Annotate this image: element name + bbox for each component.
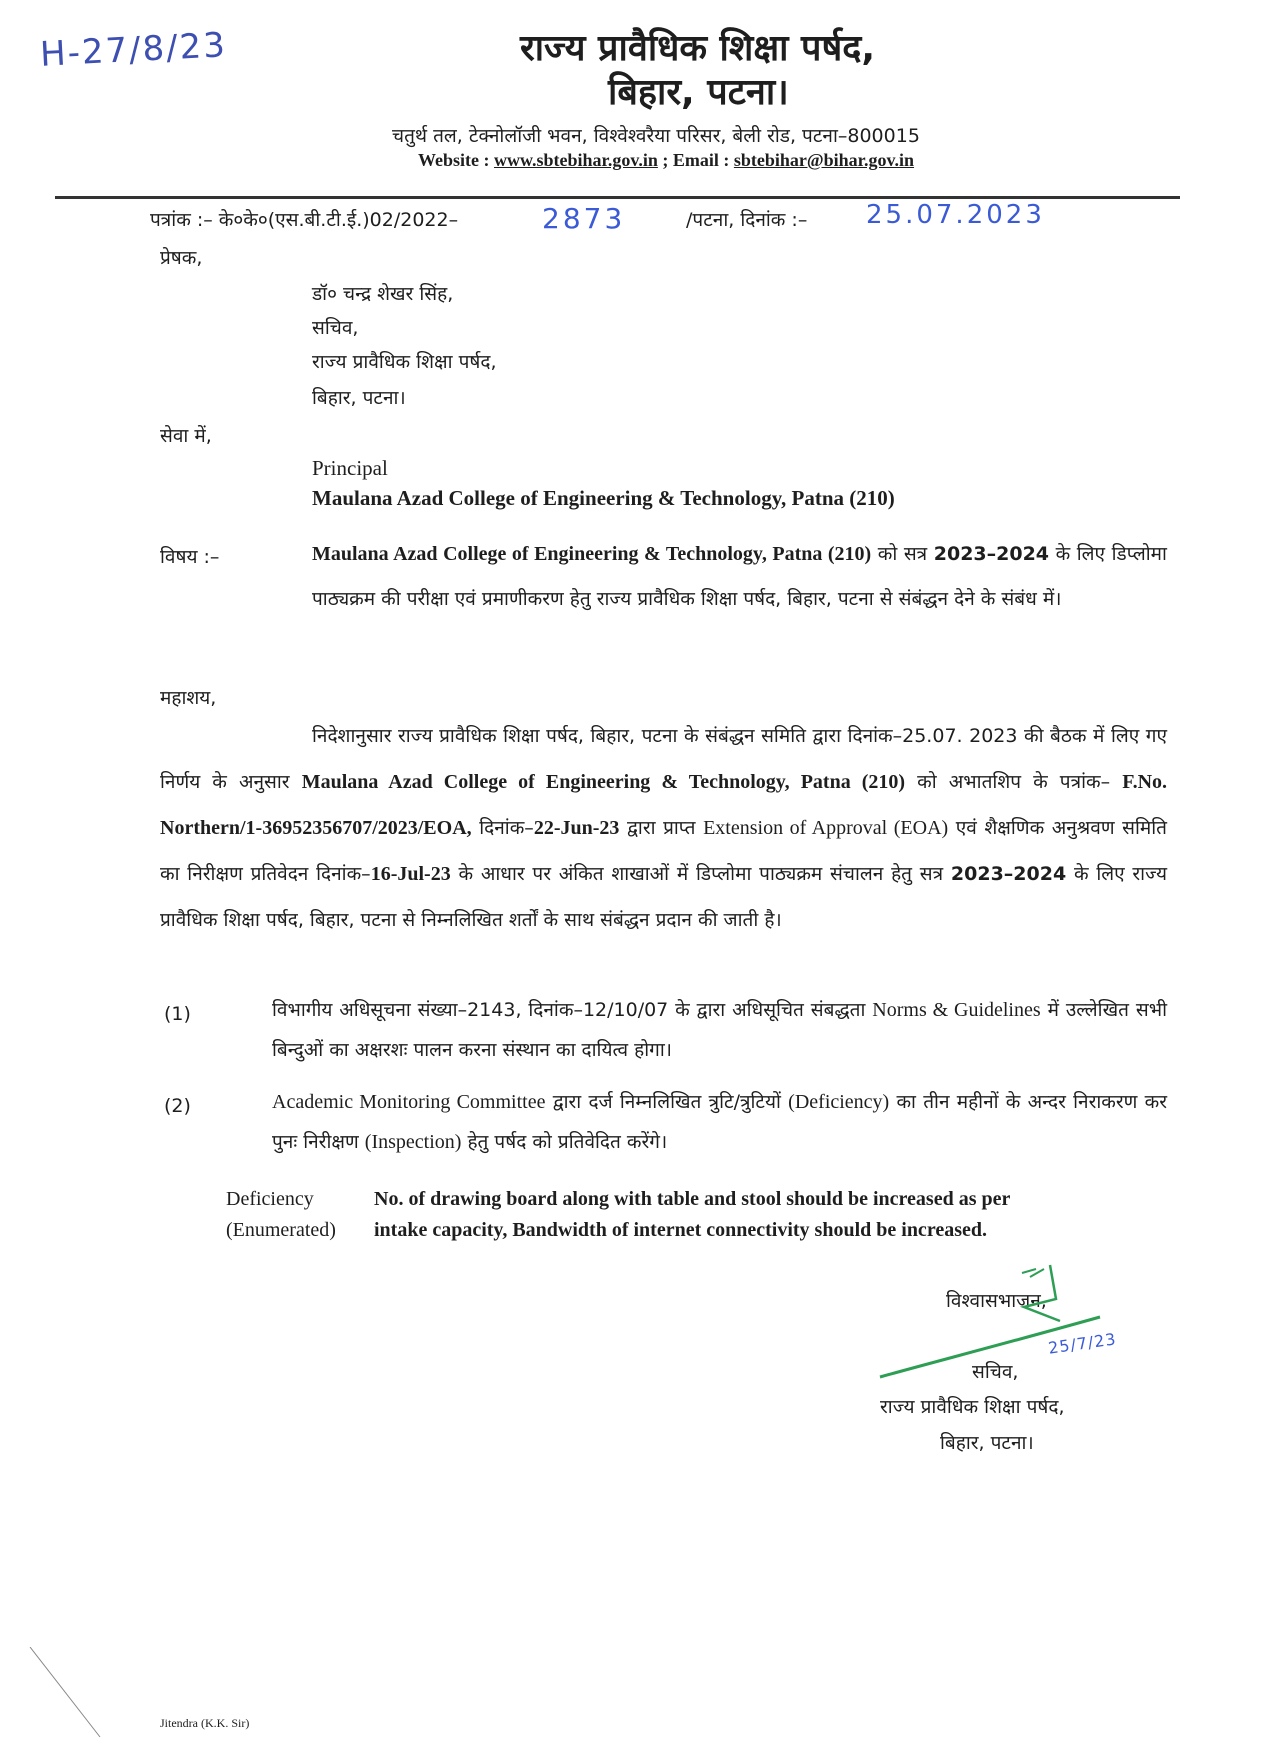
website-label: Website :: [418, 150, 490, 170]
closing-place: बिहार, पटना।: [940, 1432, 1034, 1454]
page-edge-line: [0, 1647, 110, 1757]
closing-designation: सचिव,: [972, 1361, 1019, 1383]
condition-2-inspection: (Inspection): [364, 1131, 462, 1153]
condition-1-text-2: में उल्लेखित सभी बिन्दुओं का अक्षरशः पालन करना संस्थान का दायित्व होगा।: [272, 999, 1167, 1061]
body-institution: Maulana Azad College of Engineering & Technology, Patna (210): [301, 771, 906, 793]
body-fno-date: 22-Jun-23: [533, 817, 620, 839]
body-session: 2023–2024: [950, 863, 1067, 885]
subject-institution: Maulana Azad College of Engineering & Technology, Patna (210): [312, 543, 872, 565]
condition-1-number: (1): [164, 1003, 191, 1025]
closing-yours: विश्वासभाजन,: [946, 1290, 1047, 1312]
deficiency-text: [374, 1184, 1010, 1246]
handwritten-date-annotation: H-27/8/23: [39, 25, 228, 75]
closing-office: राज्य प्रावैधिक शिक्षा पर्षद,: [880, 1396, 1065, 1418]
subject-label: विषय :–: [160, 546, 220, 568]
deficiency-label: [226, 1184, 336, 1246]
subject-session: 2023–2024: [933, 543, 1050, 565]
body-eoa: Extension of Approval (EOA): [703, 817, 949, 839]
deficiency-line-2: intake capacity, Bandwidth of internet connectivity should be increased.: [374, 1219, 987, 1241]
contact-separator: ;: [662, 150, 669, 170]
condition-2-text-2: का तीन महीनों के अन्दर निराकरण कर पुनः निरीक्षण: [272, 1091, 1167, 1153]
reference-date-handwritten: 25.07.2023: [866, 200, 1045, 230]
subject-text-1: को सत्र: [877, 543, 928, 565]
condition-2-text: [272, 1082, 1167, 1162]
body-paragraph: [160, 713, 1167, 943]
letterhead-address: चतुर्थ तल, टेक्नोलॉजी भवन, विश्वेश्वरैया परिसर, बेली रोड, पटना–800015: [392, 125, 920, 147]
body-text-3: दिनांक–: [479, 817, 534, 839]
condition-1-norms: Norms & Guidelines: [872, 999, 1041, 1021]
reference-number: [150, 208, 458, 242]
footer-note: Jitendra (K.K. Sir): [160, 1716, 250, 1730]
condition-2-committee: Academic Monitoring Committee: [272, 1091, 546, 1113]
condition-2-text-1: द्वारा दर्ज निम्नलिखित त्रुटि/त्रुटियों: [552, 1091, 781, 1113]
body-text-1: निदेशानुसार राज्य प्रावैधिक शिक्षा पर्षद, बिहार, पटना के संबंद्धन समिति द्वारा दिनांक–25.07. 2023 की बैठक में लिए गए निर्णय के अनुसार: [160, 725, 1167, 793]
recipient-institution: Maulana Azad College of Engineering & Technology, Patna (210): [312, 486, 895, 510]
letterhead-city: बिहार, पटना।: [608, 72, 789, 113]
body-text-6: के आधार पर अंकित शाखाओं में डिप्लोमा पाठ्यक्रम संचालन हेतु सत्र: [458, 863, 944, 885]
recipient-title: Principal: [312, 456, 388, 480]
subject-text-2: के लिए डिप्लोमा पाठ्यक्रम की परीक्षा एवं प्रमाणीकरण हेतु राज्य प्रावैधिक शिक्षा पर्षद, बिहार, पटना से संबंद्धन देने के संबंध में।: [312, 543, 1167, 610]
body-text-7: के लिए राज्य प्रावैधिक शिक्षा पर्षद, बिहार, पटना से निम्नलिखित शर्तों के साथ संबंद्धन प्रदान की जाती है।: [160, 863, 1167, 931]
body-text-5: एवं शैक्षणिक अनुश्रवण समिति का निरीक्षण प्रतिवेदन दिनांक–: [160, 817, 1168, 885]
sender-label: प्रेषक,: [160, 247, 203, 269]
header-divider: [55, 196, 1180, 199]
salutation: महाशय,: [160, 687, 217, 709]
reference-date-label: /पटना, दिनांक :–: [686, 209, 808, 231]
deficiency-line-1: No. of drawing board along with table and stool should be increased as per: [374, 1188, 1011, 1210]
sender-place: बिहार, पटना।: [312, 387, 406, 409]
body-inspection-date: 16-Jul-23: [370, 863, 451, 885]
condition-2-deficiency: (Deficiency): [788, 1091, 890, 1113]
email-link[interactable]: sbtebihar@bihar.gov.in: [733, 150, 915, 170]
condition-2-number: (2): [164, 1095, 191, 1117]
deficiency-label-2: (Enumerated): [226, 1219, 336, 1241]
website-link[interactable]: www.sbtebihar.gov.in: [494, 150, 658, 170]
deficiency-label-1: Deficiency: [226, 1188, 314, 1210]
subject-text: [312, 532, 1167, 622]
sender-office: राज्य प्रावैधिक शिक्षा पर्षद,: [312, 351, 497, 373]
reference-number-handwritten: 2873: [542, 202, 626, 235]
recipient-label: सेवा में,: [160, 425, 212, 447]
condition-1-text: [272, 990, 1167, 1070]
condition-2-text-3: हेतु पर्षद को प्रतिवेदित करेंगे।: [467, 1131, 668, 1153]
sender-name: डॉ० चन्द्र शेखर सिंह,: [312, 283, 454, 305]
body-text-4: द्वारा प्राप्त: [626, 817, 696, 839]
signature-date-handwritten: 25/7/23: [1047, 1329, 1118, 1358]
body-fno: F.No. Northern/1-36952356707/2023/EOA,: [160, 771, 1168, 839]
condition-1-text-1: विभागीय अधिसूचना संख्या–2143, दिनांक–12/10/07 के द्वारा अधिसूचित संबद्धता: [272, 999, 866, 1021]
letterhead-title: राज्य प्रावैधिक शिक्षा पर्षद,: [520, 28, 876, 69]
email-label: Email :: [672, 150, 730, 170]
sender-designation: सचिव,: [312, 317, 359, 339]
letterhead-contact: [418, 150, 914, 171]
reference-prefix: पत्रांक :– के०के०(एस.बी.टी.ई.)02/2022–: [150, 209, 459, 231]
body-text-2: को अभातशिप के पत्रांक–: [917, 771, 1111, 793]
